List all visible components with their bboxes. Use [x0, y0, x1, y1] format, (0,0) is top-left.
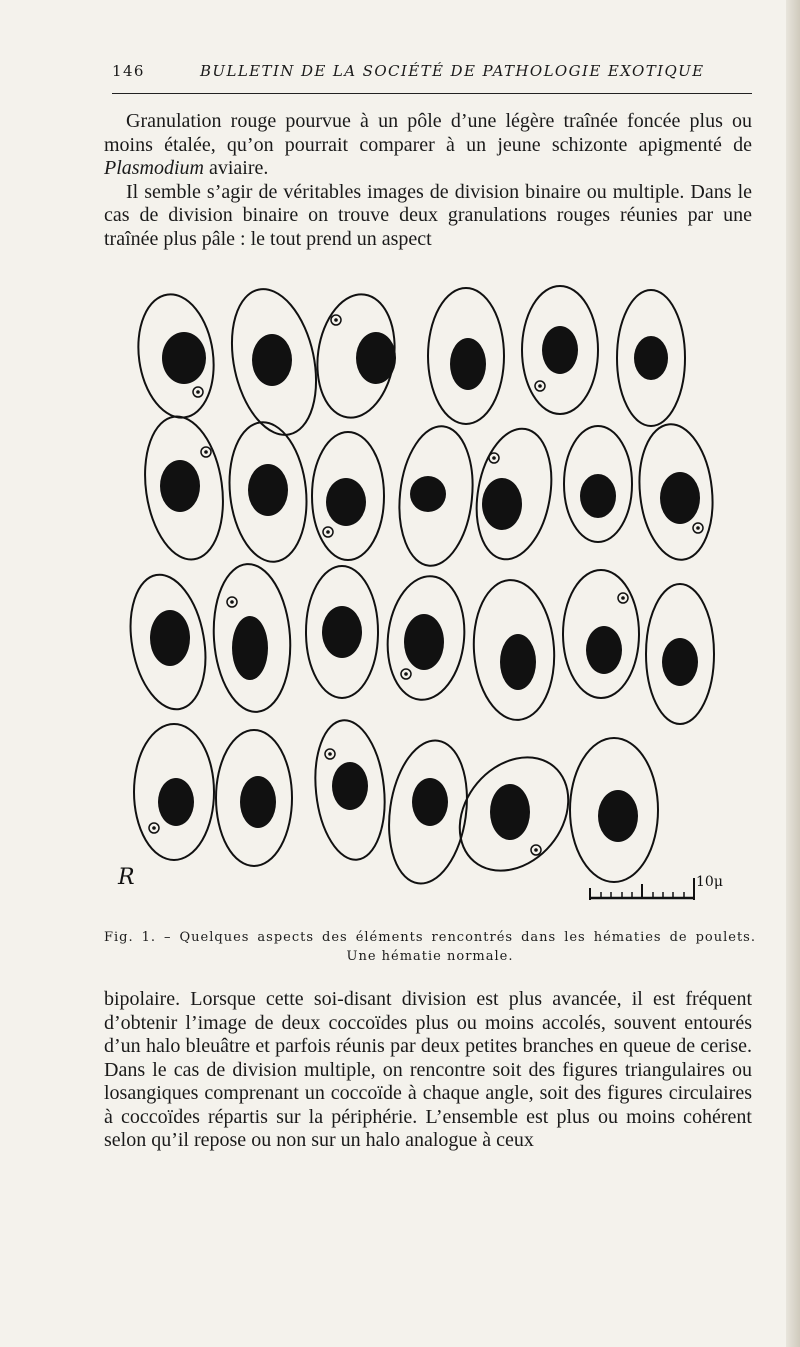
cell-nucleus	[252, 334, 292, 386]
cell-nucleus	[542, 326, 578, 374]
cell-nucleus	[580, 474, 616, 518]
cell-nucleus	[240, 776, 276, 828]
cell-nucleus	[410, 476, 446, 512]
paragraph-granulation	[104, 110, 752, 181]
paragraph-division: Il semble s’agir de véritables images de division binaire ou multiple. Dans le cas de division binaire on trouve deux granulations rouges réunies par une traînée plus pâle : le tout prend un aspect	[104, 180, 752, 250]
cell-nucleus	[660, 472, 700, 524]
granulation-dot	[196, 390, 200, 394]
cell-nucleus	[322, 606, 362, 658]
cell-group	[121, 281, 719, 892]
page-number: 146	[112, 62, 145, 80]
figure-caption	[104, 928, 756, 966]
cell-nucleus	[162, 332, 206, 384]
granulation-dot	[334, 318, 338, 322]
granulation-dot	[230, 600, 234, 604]
cell-nucleus	[450, 338, 486, 390]
top-text-block	[104, 110, 752, 251]
cell-nucleus	[482, 478, 522, 530]
granulation-dot	[328, 752, 332, 756]
paragraph-line: Granulation rouge pourvue à un pôle d’une légère traînée foncée	[126, 110, 681, 132]
granulation-dot	[696, 526, 700, 530]
granulation-dot	[404, 672, 408, 676]
granulation-dot	[492, 456, 496, 460]
cell-nucleus	[248, 464, 288, 516]
granulation-dot	[538, 384, 542, 388]
granulation-dot	[204, 450, 208, 454]
cell-nucleus	[634, 336, 668, 380]
cell-nucleus	[158, 778, 194, 826]
cell-nucleus	[586, 626, 622, 674]
caption-line: Une hématie normale.	[346, 949, 514, 964]
erythrocyte-drawing	[104, 276, 752, 916]
cell-nucleus	[160, 460, 200, 512]
bottom-text-block	[104, 988, 752, 1153]
header-rule	[112, 93, 752, 94]
cell-nucleus	[326, 478, 366, 526]
granulation-dot	[534, 848, 538, 852]
cell-nucleus	[404, 614, 444, 670]
scale-label: 10μ	[696, 874, 723, 890]
cell-nucleus	[150, 610, 190, 666]
scale-bar	[590, 874, 723, 900]
granulation-dot	[621, 596, 625, 600]
running-title: BULLETIN DE LA SOCIÉTÉ DE PATHOLOGIE EXOTIQUE	[200, 62, 705, 80]
artist-signature: R	[118, 865, 135, 890]
paragraph-bipolar: bipolaire. Lorsque cette soi-disant division est plus avancée, il est fréquent d’obtenir l’image de deux coccoïdes plus ou moins accolés, souvent entourés d’un halo bleuâtre et parfois réunis par deux petites branches en queue de cerise. Dans le cas de division multiple, on rencontre soit des figures triangulaires ou losangiques comprenant un coccoïde à chaque angle, soit des figures circulaires à coccoïdes répartis sur la périphérie. L’ensemble est plus ou moins cohérent selon qu’il repose ou non sur un halo analogue à ceux	[104, 988, 752, 1151]
page-edge-shadow	[786, 0, 800, 1347]
cell-nucleus	[332, 762, 368, 810]
granulation-dot	[326, 530, 330, 534]
cell-nucleus	[356, 332, 396, 384]
paragraph-line: aviaire.	[204, 157, 269, 179]
paragraph-line: apigmenté de	[638, 133, 752, 156]
genus-name: Plasmodium	[104, 157, 204, 179]
figure-erythrocytes	[104, 276, 752, 916]
cell-nucleus	[490, 784, 530, 840]
caption-line: Fig. 1. – Quelques aspects des éléments rencontrés dans les hématies de poulets.	[104, 930, 756, 945]
cell-nucleus	[412, 778, 448, 826]
granulation-dot	[152, 826, 156, 830]
running-header	[112, 62, 752, 88]
cell-nucleus	[598, 790, 638, 842]
cell-nucleus	[662, 638, 698, 686]
cell-nucleus	[500, 634, 536, 690]
paragraph-line: plus ou moins étalée, qu’on pourrait comparer à un jeune schizonte	[104, 110, 753, 156]
cell-nucleus	[232, 616, 268, 680]
